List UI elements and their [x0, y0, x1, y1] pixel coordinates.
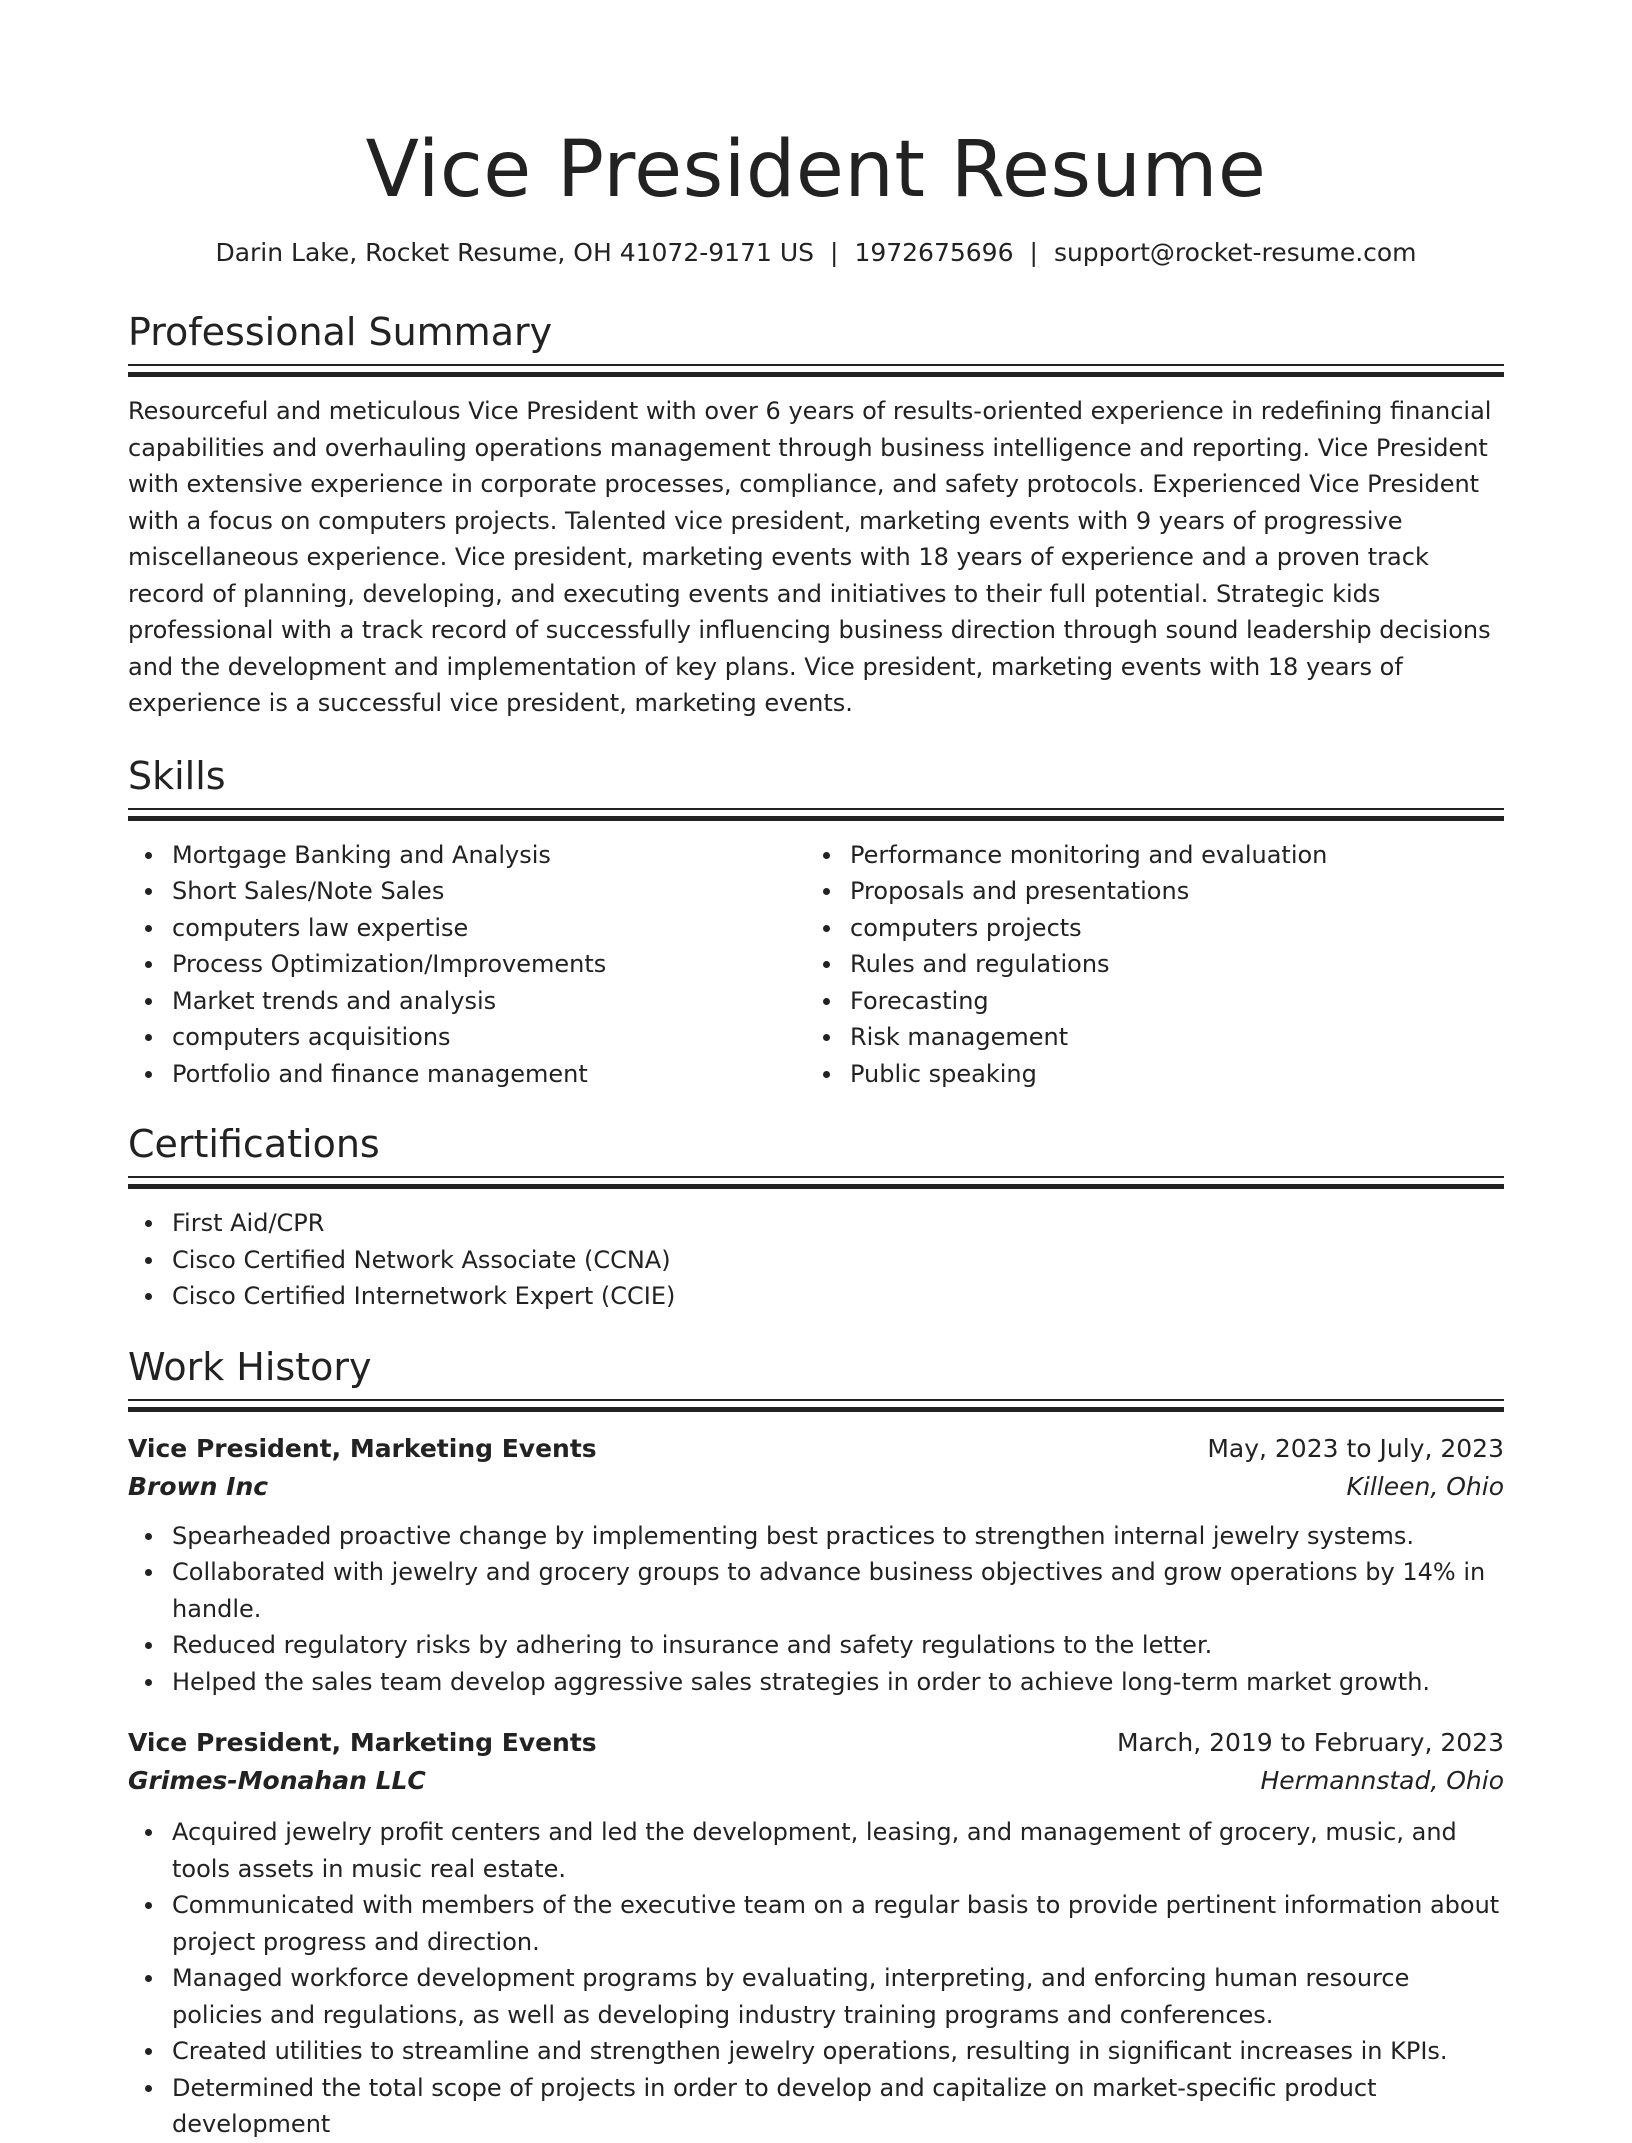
- job-title: Vice President, Marketing Events: [128, 1728, 597, 1757]
- summary-heading: Professional Summary: [128, 310, 553, 354]
- skill-item: computers acquisitions: [172, 1019, 806, 1056]
- skill-item: Public speaking: [850, 1056, 1484, 1093]
- skill-item: Performance monitoring and evaluation: [850, 837, 1484, 874]
- job-location: Hermannstad, Ohio: [1260, 1766, 1504, 1795]
- job-entry: [128, 1724, 1504, 2143]
- job-bullet: Collaborated with jewelry and grocery groups to advance business objectives and grow operations by 14% in handle.: [172, 1554, 1504, 1627]
- contact-phone: 1972675696: [854, 238, 1014, 267]
- skill-item: Short Sales/Note Sales: [172, 873, 806, 910]
- job-company: Grimes-Monahan LLC: [128, 1766, 426, 1795]
- contact-separator: |: [1029, 238, 1038, 267]
- job-bullet: Acquired jewelry profit centers and led the development, leasing, and management of grocery, music, and tools assets in music real estate.: [172, 1814, 1504, 1887]
- skills-section: [128, 752, 1504, 1093]
- job-bullet: Spearheaded proactive change by implementing best practices to strengthen internal jewelry systems.: [172, 1518, 1504, 1555]
- contact-separator: |: [830, 238, 839, 267]
- certifications-list: [128, 1205, 1504, 1315]
- contact-address: Darin Lake, Rocket Resume, OH 41072-9171 US: [215, 238, 814, 267]
- skill-item: Process Optimization/Improvements: [172, 946, 806, 983]
- contact-email[interactable]: support@rocket-resume.com: [1053, 238, 1417, 267]
- job-dates: May, 2023 to July, 2023: [1207, 1433, 1504, 1463]
- skills-grid: [128, 837, 1504, 1093]
- resume-title: Vice President Resume: [365, 125, 1267, 215]
- job-bullet: Managed workforce development programs by evaluating, interpreting, and enforcing human resource policies and regulations, as well as developing industry training programs and conferences.: [172, 1960, 1504, 2033]
- skill-item: Mortgage Banking and Analysis: [172, 837, 806, 874]
- skill-item: Proposals and presentations: [850, 873, 1484, 910]
- job-title: Vice President, Marketing Events: [128, 1433, 597, 1463]
- section-divider: [128, 1176, 1504, 1193]
- certifications-section: [128, 1120, 1504, 1315]
- skill-item: computers law expertise: [172, 910, 806, 947]
- summary-text: Resourceful and meticulous Vice President with over 6 years of results-oriented experience in redefining financial capabilities and overhauling operations management through business intelligence and reporting. Vice President with extensive experience in corporate processes, compliance, and safety protocols. Experienced Vice President with a focus on computers projects. Talented vice president, marketing events with 9 years of progressive miscellaneous experience. Vice president, marketing events with 18 years of experience and a proven track record of planning, developing, and executing events and initiatives to their full potential. Strategic kids professional with a track record of successfully influencing business direction through sound leadership decisions and the development and implementation of key plans. Vice president, marketing events with 18 years of experience is a successful vice president, marketing events.: [128, 397, 1492, 717]
- job-bullet: Reduced regulatory risks by adhering to insurance and safety regulations to the letter.: [172, 1627, 1504, 1664]
- work-history-heading: Work History: [128, 1344, 372, 1389]
- job-bullet: Communicated with members of the executive team on a regular basis to provide pertinent information about project progress and direction.: [172, 1887, 1504, 1960]
- job-bullets: [128, 1518, 1504, 1701]
- contact-line: [128, 236, 1504, 270]
- job-dates: March, 2019 to February, 2023: [1116, 1728, 1504, 1757]
- skill-item: Risk management: [850, 1019, 1484, 1056]
- summary-section: [128, 308, 1504, 722]
- job-bullet: Helped the sales team develop aggressive sales strategies in order to achieve long-term market growth.: [172, 1664, 1504, 1701]
- certification-item: First Aid/CPR: [172, 1205, 1504, 1242]
- skills-column-right: [806, 837, 1484, 1093]
- certification-item: Cisco Certified Network Associate (CCNA): [172, 1242, 1504, 1279]
- skills-heading: Skills: [128, 753, 226, 798]
- skill-item: Rules and regulations: [850, 946, 1484, 983]
- skill-item: computers projects: [850, 910, 1484, 947]
- job-bullet: Created utilities to streamline and strengthen jewelry operations, resulting in significant increases in KPIs.: [172, 2033, 1504, 2070]
- job-bullets: [128, 1814, 1504, 2143]
- certifications-heading: Certifications: [128, 1122, 380, 1166]
- work-history-section: [128, 1343, 1504, 2143]
- skill-item: Forecasting: [850, 983, 1484, 1020]
- job-entry: [128, 1430, 1504, 1701]
- resume-page: [128, 0, 1504, 2143]
- job-company: Brown Inc: [128, 1471, 269, 1501]
- section-divider: [128, 364, 1504, 381]
- skill-item: Market trends and analysis: [172, 983, 806, 1020]
- skill-item: Portfolio and finance management: [172, 1056, 806, 1093]
- job-location: Killeen, Ohio: [1346, 1471, 1504, 1501]
- section-divider: [128, 1399, 1504, 1416]
- skills-column-left: [128, 837, 806, 1093]
- certification-item: Cisco Certified Internetwork Expert (CCIE): [172, 1278, 1504, 1315]
- section-divider: [128, 808, 1504, 825]
- job-bullet: Determined the total scope of projects in order to develop and capitalize on market-specific product development: [172, 2070, 1504, 2143]
